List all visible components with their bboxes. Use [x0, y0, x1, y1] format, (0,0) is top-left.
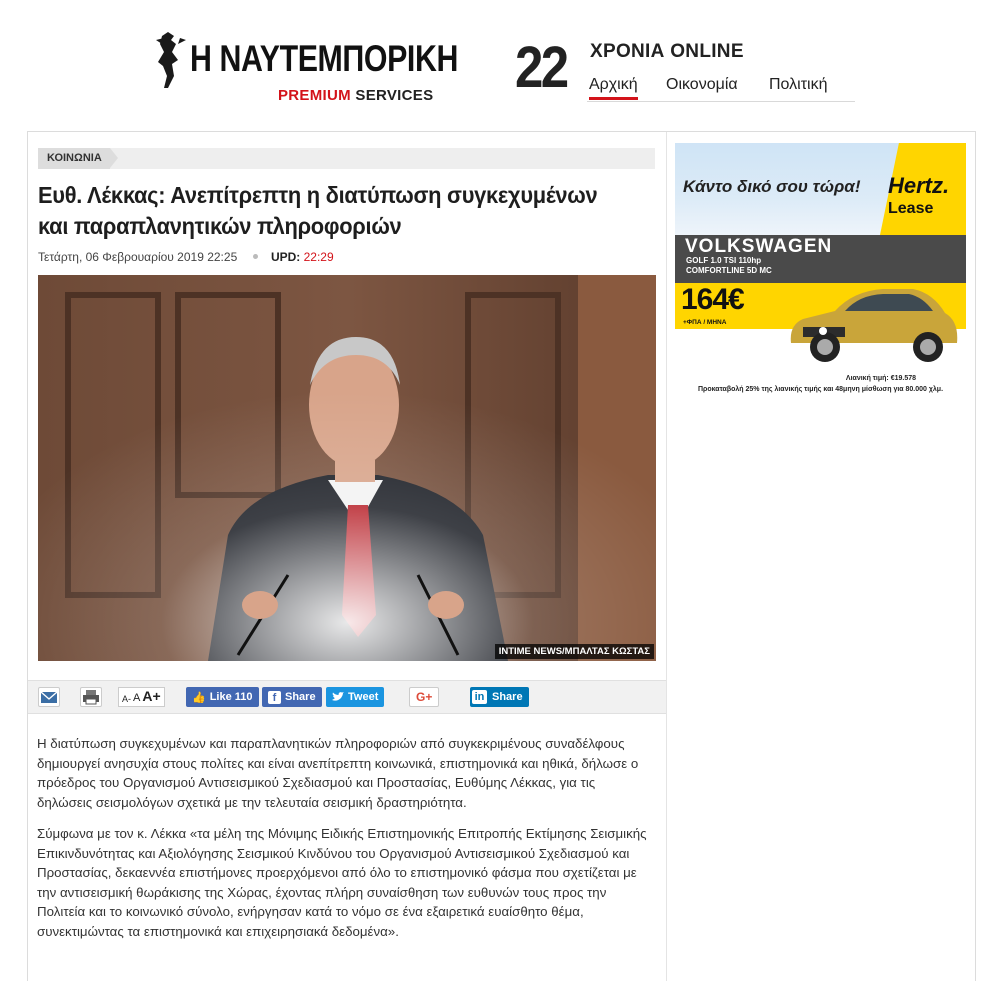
updated-time: 22:29	[303, 250, 334, 264]
meta-separator	[253, 254, 258, 259]
article-body	[37, 734, 652, 953]
thumbs-up-icon: 👍	[192, 691, 206, 704]
anniversary-block	[515, 35, 860, 108]
facebook-share-label: Share	[285, 691, 316, 703]
site-header	[0, 0, 1000, 130]
main-nav	[587, 75, 855, 102]
linkedin-share-label: Share	[492, 691, 523, 703]
category-tag[interactable]: ΚΟΙΝΩΝΙΑ	[38, 148, 110, 169]
font-size-controls	[118, 687, 165, 707]
ad-car-make: VOLKSWAGEN	[685, 236, 833, 257]
print-button[interactable]	[80, 687, 102, 707]
article-paragraph: Η διατύπωση συγκεχυμένων και παραπλανητικών πληροφοριών από συγκεκριμένους συναδέλφους δημιουργεί ανησυχία στους πολίτες και είναι ανεπίτρεπτη κοινωνικά, επιστημονικά και ηθικά, δήλωσε ο πρόεδρος του Οργανισμού Αντισεισμικού Σχεδιασμού και Προστασίας, Ευθύμης Λέκκας, για τις δηλώσεις σεισμολόγων σχετικά με την τελευταία σεισμική δραστηριότητα.	[37, 736, 639, 810]
anniversary-label: ΧΡΟΝΙΑ ONLINE	[590, 41, 744, 62]
print-icon	[81, 688, 101, 706]
tweet-button[interactable]	[326, 687, 384, 707]
email-icon	[39, 688, 59, 706]
ad-price: 164€	[681, 283, 744, 316]
logo-premium: PREMIUM	[278, 87, 351, 104]
email-button[interactable]	[38, 687, 60, 707]
ad-price-note: +ΦΠΑ / ΜΗΝΑ	[683, 319, 727, 326]
article-headline: Ευθ. Λέκκας: Ανεπίτρεπτη η διατύπωση συγκεχυμένων και παραπλανητικών πληροφοριών	[38, 182, 598, 239]
article-photo	[38, 275, 656, 661]
content-frame	[27, 131, 976, 981]
ad-slogan: Κάντο δικό σου τώρα!	[683, 177, 861, 196]
logo-services: SERVICES	[355, 87, 434, 104]
linkedin-share-button[interactable]	[470, 687, 529, 707]
article-paragraph: Σύμφωνα με τον κ. Λέκκα «τα μέλη της Μόνιμης Ειδικής Επιστημονικής Επιτροπής Εκτίμησης Σεισμικής Επικινδυνότητας και Αξιολόγησης Σεισμικού Κινδύνου του Οργανισμού Αντισεισμικού Σχεδιασμού και Προστασίας, δεκαεννέα επιστήμονες προερχόμενοι από όλο το επιστημονικό φάσμα που σχετίζεται με την αντισεισμική θωράκισης της Χώρας, έχοντας πλήρη συναίσθηση των ευθυνών τους προς την Πολιτεία και το κοινωνικό σύνολο, ενήργησαν κατά το νόμο σε ένα εξαιρετικά ευαίσθητο θέμα, συνεκτιμώντας τα επιστημονικά και επιχειρησιακά δεδομένα».	[37, 826, 647, 939]
google-plus-button[interactable]: G+	[409, 687, 439, 707]
anniversary-number: 22	[515, 35, 567, 100]
facebook-icon: f	[268, 691, 281, 704]
logo-title: Η ΝΑΥΤΕΜΠΟΡΙΚΗ	[190, 38, 458, 79]
ad-brand-sub: Lease	[888, 200, 934, 217]
like-label: Like	[209, 691, 232, 703]
twitter-bird-icon	[332, 692, 344, 702]
site-logo[interactable]	[150, 28, 470, 108]
font-increase-button[interactable]: A+	[142, 688, 161, 704]
ad-car-model-line2: COMFORTLINE 5D MC	[686, 266, 772, 275]
linkedin-icon: in	[472, 690, 487, 704]
car-image-icon	[783, 273, 963, 373]
updated-label: UPD:	[270, 250, 301, 264]
nav-item-politics[interactable]: Πολιτική	[769, 76, 828, 93]
article-meta	[38, 250, 658, 264]
article-date: Τετάρτη, 06 Φεβρουαρίου 2019 22:25	[38, 250, 238, 264]
font-reset-button[interactable]: A	[133, 692, 141, 704]
logo-subtitle	[278, 87, 433, 104]
like-count: 110	[234, 691, 253, 703]
facebook-like-button[interactable]	[186, 687, 259, 707]
tweet-label: Tweet	[348, 691, 379, 703]
ad-terms: Προκαταβολή 25% της λιανικής τιμής και 48μηνη μίσθωση για 80.000 χλμ.	[697, 386, 944, 393]
ad-car-model-line1: GOLF 1.0 TSI 110hp	[686, 256, 762, 265]
category-bar	[38, 148, 655, 169]
nav-item-home[interactable]: Αρχική	[589, 76, 638, 100]
speaker-photo-illustration	[38, 275, 656, 661]
facebook-share-button[interactable]	[262, 687, 322, 707]
ad-brand: Hertz.	[888, 173, 950, 198]
nav-item-economy[interactable]: Οικονομία	[666, 76, 738, 93]
share-toolbar	[28, 680, 666, 714]
hermes-logo-icon	[154, 30, 188, 92]
hertz-lease-ad[interactable]	[675, 143, 966, 403]
ad-retail-price: Λιανική τιμή: €19.578	[845, 375, 916, 382]
photo-credit: INTIME NEWS/ΜΠΑΛΤΑΣ ΚΩΣΤΑΣ	[495, 644, 654, 659]
font-decrease-button[interactable]: A-	[122, 694, 131, 704]
column-divider	[666, 132, 667, 981]
